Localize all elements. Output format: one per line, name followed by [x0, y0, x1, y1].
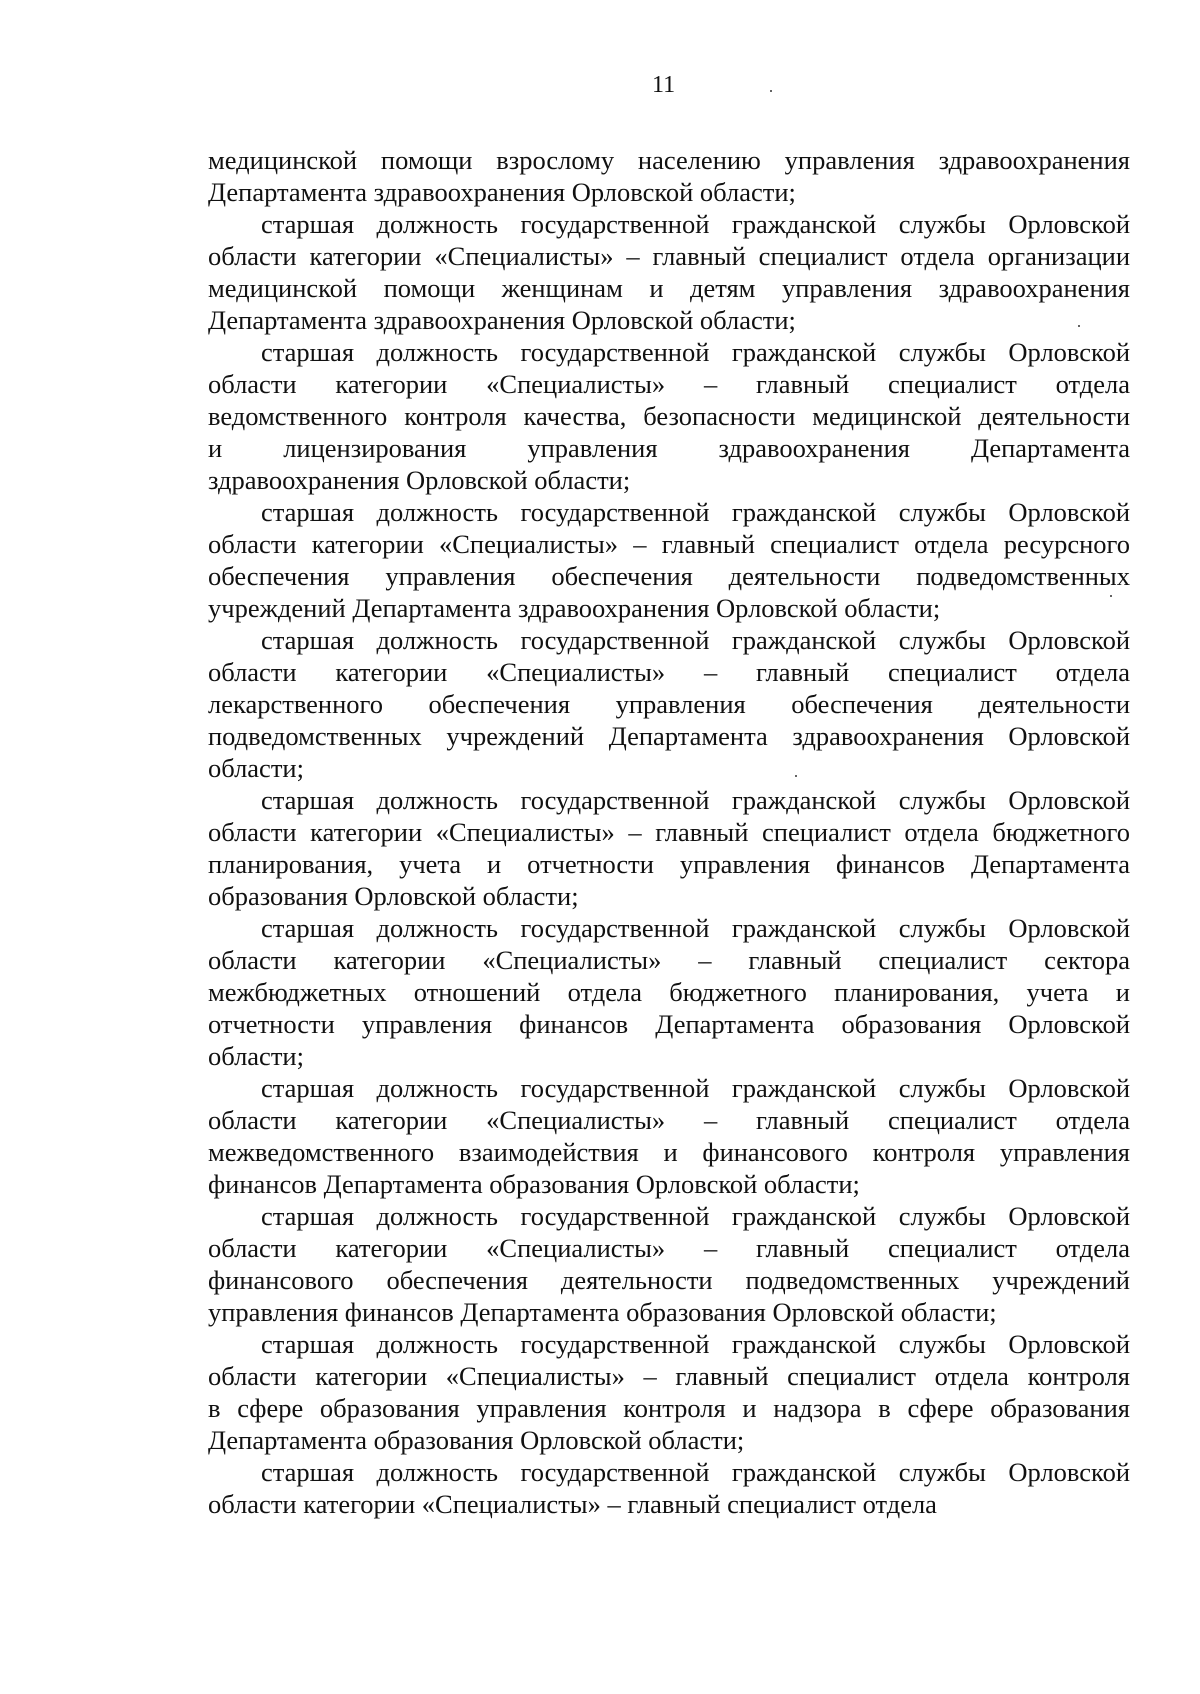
paragraph: [208, 784, 1130, 912]
text-line: старшая должность государственной гражданской службы Орловской: [261, 497, 1130, 527]
text-line: области категории «Специалисты» – главный специалист отдела бюджетного: [208, 817, 1130, 847]
text-line: области;: [208, 753, 304, 783]
text-line: планирования, учета и отчетности управления финансов Департамента: [208, 849, 1130, 879]
paragraph: [208, 496, 1130, 624]
text-line: старшая должность государственной гражданской службы Орловской: [261, 785, 1130, 815]
text-line: ведомственного контроля качества, безопасности медицинской деятельности: [208, 401, 1130, 431]
text-line: лекарственного обеспечения управления обеспечения деятельности: [208, 689, 1130, 719]
paragraph: [208, 912, 1130, 1072]
paragraph: [208, 1328, 1130, 1456]
text-line: финансов Департамента образования Орловской области;: [208, 1169, 860, 1199]
text-line: образования Орловской области;: [208, 881, 579, 911]
text-line: старшая должность государственной гражданской службы Орловской: [261, 1457, 1130, 1487]
paragraph: [208, 336, 1130, 496]
text-line: межведомственного взаимодействия и финансового контроля управления: [208, 1137, 1130, 1167]
text-line: финансового обеспечения деятельности подведомственных учреждений: [208, 1265, 1130, 1295]
text-line: области категории «Специалисты» – главный специалист отдела организации: [208, 241, 1130, 271]
text-line: старшая должность государственной гражданской службы Орловской: [261, 625, 1130, 655]
text-line: учреждений Департамента здравоохранения Орловской области;: [208, 593, 941, 623]
text-line: области категории «Специалисты» – главный специалист отдела: [208, 1489, 937, 1519]
paragraph: [208, 208, 1130, 336]
text-line: области категории «Специалисты» – главный специалист отдела контроля: [208, 1361, 1130, 1391]
paragraph: [208, 624, 1130, 784]
text-line: в сфере образования управления контроля и надзора в сфере образования: [208, 1393, 1130, 1423]
paragraph: [208, 144, 1130, 208]
text-line: старшая должность государственной гражданской службы Орловской: [261, 1073, 1130, 1103]
paragraph: [208, 1200, 1130, 1328]
text-line: межбюджетных отношений отдела бюджетного планирования, учета и: [208, 977, 1130, 1007]
text-line: области категории «Специалисты» – главный специалист отдела: [208, 657, 1130, 687]
scan-speck: [770, 90, 772, 92]
text-line: области категории «Специалисты» – главный специалист сектора: [208, 945, 1130, 975]
text-line: Департамента здравоохранения Орловской области;: [208, 305, 796, 335]
paragraph: [208, 1456, 1130, 1520]
text-line: и лицензирования управления здравоохранения Департамента: [208, 433, 1130, 463]
text-line: Департамента здравоохранения Орловской области;: [208, 177, 796, 207]
text-line: области категории «Специалисты» – главный специалист отдела ресурсного: [208, 529, 1130, 559]
text-line: старшая должность государственной гражданской службы Орловской: [261, 1329, 1130, 1359]
text-line: медицинской помощи взрослому населению управления здравоохранения: [208, 145, 1130, 175]
text-line: старшая должность государственной гражданской службы Орловской: [261, 913, 1130, 943]
text-line: здравоохранения Орловской области;: [208, 465, 631, 495]
text-line: области категории «Специалисты» – главный специалист отдела: [208, 369, 1130, 399]
text-line: Департамента образования Орловской области;: [208, 1425, 745, 1455]
text-line: старшая должность государственной гражданской службы Орловской: [261, 209, 1130, 239]
document-body: [208, 144, 1130, 1520]
text-line: обеспечения управления обеспечения деятельности подведомственных: [208, 561, 1130, 591]
text-line: старшая должность государственной гражданской службы Орловской: [261, 1201, 1130, 1231]
text-line: отчетности управления финансов Департамента образования Орловской: [208, 1009, 1130, 1039]
page-number: 11: [652, 72, 676, 98]
paragraph: [208, 1072, 1130, 1200]
text-line: области категории «Специалисты» – главный специалист отдела: [208, 1105, 1130, 1135]
text-line: области;: [208, 1041, 304, 1071]
text-line: области категории «Специалисты» – главный специалист отдела: [208, 1233, 1130, 1263]
text-line: подведомственных учреждений Департамента здравоохранения Орловской: [208, 721, 1130, 751]
text-line: старшая должность государственной гражданской службы Орловской: [261, 337, 1130, 367]
text-line: медицинской помощи женщинам и детям управления здравоохранения: [208, 273, 1130, 303]
text-line: управления финансов Департамента образования Орловской области;: [208, 1297, 997, 1327]
